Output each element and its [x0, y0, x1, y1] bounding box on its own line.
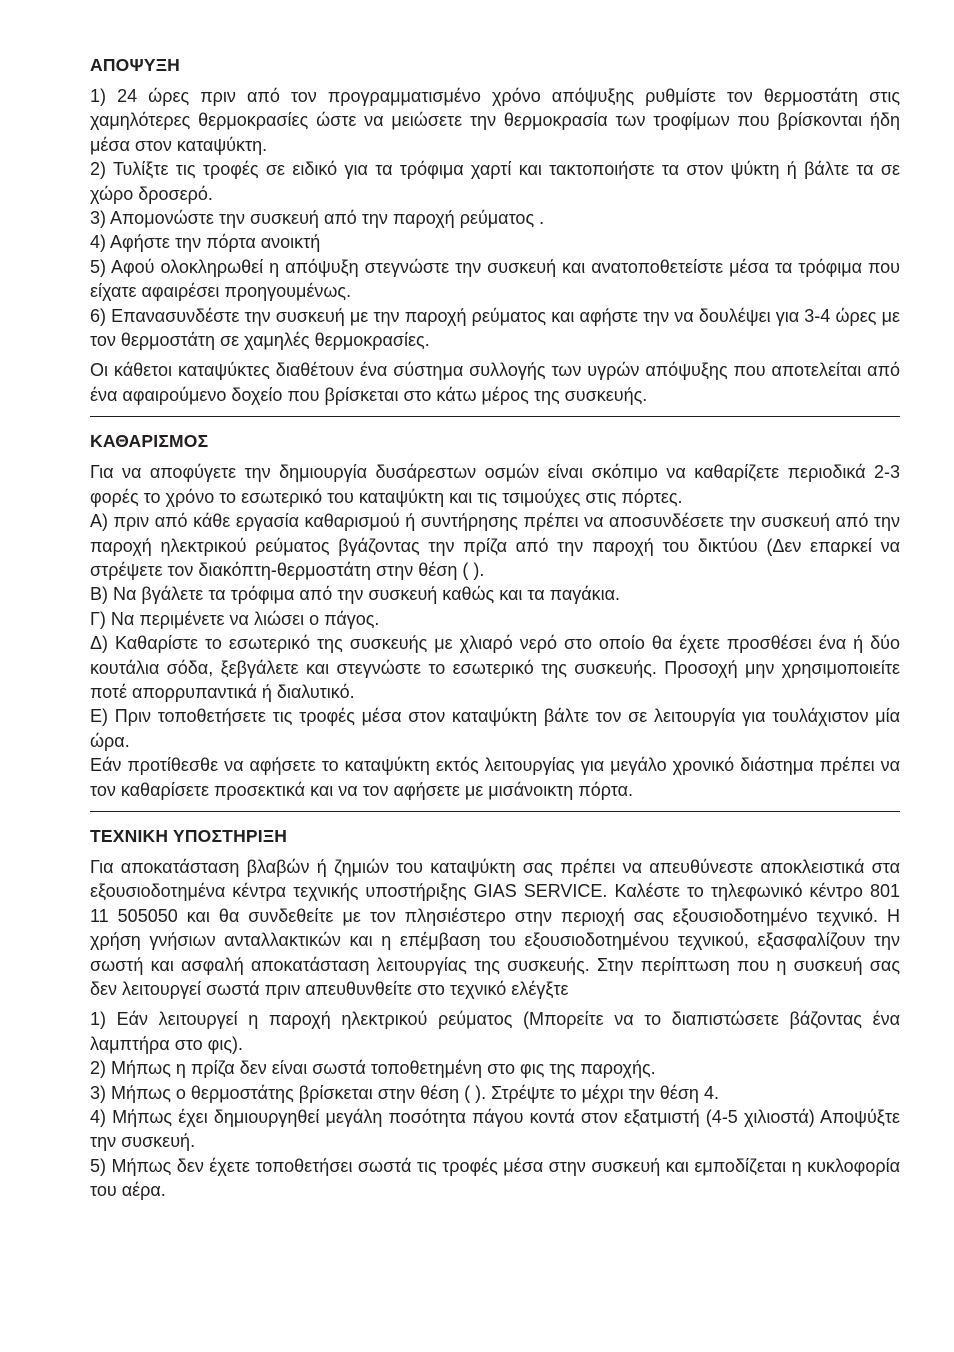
- paragraph: Οι κάθετοι καταψύκτες διαθέτουν ένα σύστημα συλλογής των υγρών απόψυξης που αποτελείται από ένα αφαιρούμενο δοχείο που βρίσκεται στο κάτω μέρος της συσκευής.: [90, 360, 900, 405]
- section-heading: ΑΠΟΨΥΞΗ: [90, 55, 181, 75]
- paragraph: 5) Μήπως δεν έχετε τοποθετήσει σωστά τις τροφές μέσα στην συσκευή και εμποδίζεται η κυκλοφορία του αέρα.: [90, 1155, 900, 1201]
- section-defrost: [90, 54, 900, 407]
- section-technical-support: [90, 825, 900, 1203]
- paragraph: 3) Απομονώστε την συσκευή από την παροχή ρεύματος .: [90, 208, 545, 229]
- section-cleaning: [90, 430, 900, 802]
- paragraph: 1) Εάν λειτουργεί η παροχή ηλεκτρικού ρεύματος (Μπορείτε να το διαπιστώσετε βάζοντας ένα λαμπτήρα στο φις).: [90, 1009, 900, 1054]
- paragraph: 4) Μήπως έχει δημιουργηθεί μεγάλη ποσότητα πάγου κοντά στον εξατμιστή (4-5 χιλιοστά) Αποψύξτε την συσκευή.: [90, 1107, 900, 1152]
- paragraph: Γ) Να περιμένετε να λιώσει ο πάγος.: [90, 608, 380, 629]
- section-heading: ΚΑΘΑΡΙΣΜΟΣ: [90, 431, 209, 452]
- document-page: [90, 54, 900, 1203]
- paragraph: Δ) Καθαρίστε το εσωτερικό της συσκευής με χλιαρό νερό στο οποίο θα έχετε προσθέσει ένα ή δύο κουτάλια σόδα, ξεβγάλετε και στεγνώστε το εσωτερικό της συσκευής. Προσοχή μην χρησιμοποιείτε ποτέ απορρυπαντικά ή διαλυτικό.: [90, 633, 900, 702]
- paragraph: Ε) Πριν τοποθετήσετε τις τροφές μέσα στον καταψύκτη βάλτε τον σε λειτουργία για τουλάχιστον μία ώρα.: [90, 706, 900, 751]
- paragraph: 6) Επανασυνδέστε την συσκευή με την παροχή ρεύματος και αφήστε την να δουλέψει για 3-4 ώρες με τον θερμοστάτη σε χαμηλές θερμοκρασίες.: [90, 305, 900, 351]
- paragraph: 2) Τυλίξτε τις τροφές σε ειδικό για τα τρόφιμα χαρτί και τακτοποιήστε τα στον ψύκτη ή βάλτε τα σε χώρο δροσερό.: [90, 159, 900, 204]
- section-heading: ΤΕΧΝΙΚΗ ΥΠΟΣΤΗΡΙΞΗ: [90, 825, 288, 846]
- paragraph: Για αποκατάσταση βλαβών ή ζημιών του καταψύκτη σας πρέπει να απευθύνεστε αποκλειστικά στα εξουσιοδοτημένα κέντρα τεχνικής υποστήριξης GIAS SERVICE. Καλέστε το τηλεφωνικό κέντρο 801 11 505050 και θα συνδεθείτε με τον πλησιέστερο στην περιοχή σας εξουσιοδοτημένο τεχνικό. Η χρήση γνήσιων ανταλλακτικών και η επέμβαση του εξουσιοδοτημένου τεχνικού, εξασφαλίζουν την σωστή και ασφαλή αποκατάσταση λειτουργίας της συσκευής. Στην περίπτωση που η συσκευή σας δεν λειτουργεί σωστά πριν απευθυνθείτε στο τεχνικό ελέγξτε: [90, 856, 900, 999]
- paragraph: Α) πριν από κάθε εργασία καθαρισμού ή συντήρησης πρέπει να αποσυνδέσετε την συσκευή από την παροχή ηλεκτρικού ρεύματος βγάζοντας την πρίζα από την παροχή του δικτύου (Δεν επαρκεί να στρέψετε τον διακόπτη-θερμοστάτη στην θέση ( ).: [90, 511, 900, 580]
- paragraph: 2) Μήπως η πρίζα δεν είναι σωστά τοποθετημένη στο φις της παροχής.: [90, 1058, 656, 1079]
- paragraph: 1) 24 ώρες πριν από τον προγραμματισμένο χρόνο απόψυξης ρυθμίστε τον θερμοστάτη στις χαμηλότερες θερμοκρασίες ώστε να μειώσετε την θερμοκρασία των τροφίμων που βρίσκονται ήδη μέσα στον καταψύκτη.: [90, 86, 900, 155]
- section-divider: [90, 811, 900, 812]
- paragraph: 3) Μήπως ο θερμοστάτης βρίσκεται στην θέση ( ). Στρέψτε το μέχρι την θέση 4.: [90, 1082, 719, 1103]
- section-divider: [90, 416, 900, 417]
- paragraph: 5) Αφού ολοκληρωθεί η απόψυξη στεγνώστε την συσκευή και ανατοποθετείστε μέσα τα τρόφιμα που είχατε αφαιρέσει προηγουμένως.: [90, 256, 900, 302]
- paragraph: Εάν προτίθεσθε να αφήσετε το καταψύκτη εκτός λειτουργίας για μεγάλο χρονικό διάστημα πρέπει να τον καθαρίσετε προσεκτικά και να τον αφήσετε με μισάνοικτη πόρτα.: [90, 755, 900, 800]
- paragraph: Β) Να βγάλετε τα τρόφιμα από την συσκευή καθώς και τα παγάκια.: [90, 584, 621, 605]
- paragraph: Για να αποφύγετε την δημιουργία δυσάρεστων οσμών είναι σκόπιμο να καθαρίζετε περιοδικά 2-3 φορές το χρόνο το εσωτερικό του καταψύκτη και τις τσιμούχες στις πόρτες.: [90, 462, 900, 507]
- paragraph: 4) Αφήστε την πόρτα ανοικτή: [90, 232, 321, 253]
